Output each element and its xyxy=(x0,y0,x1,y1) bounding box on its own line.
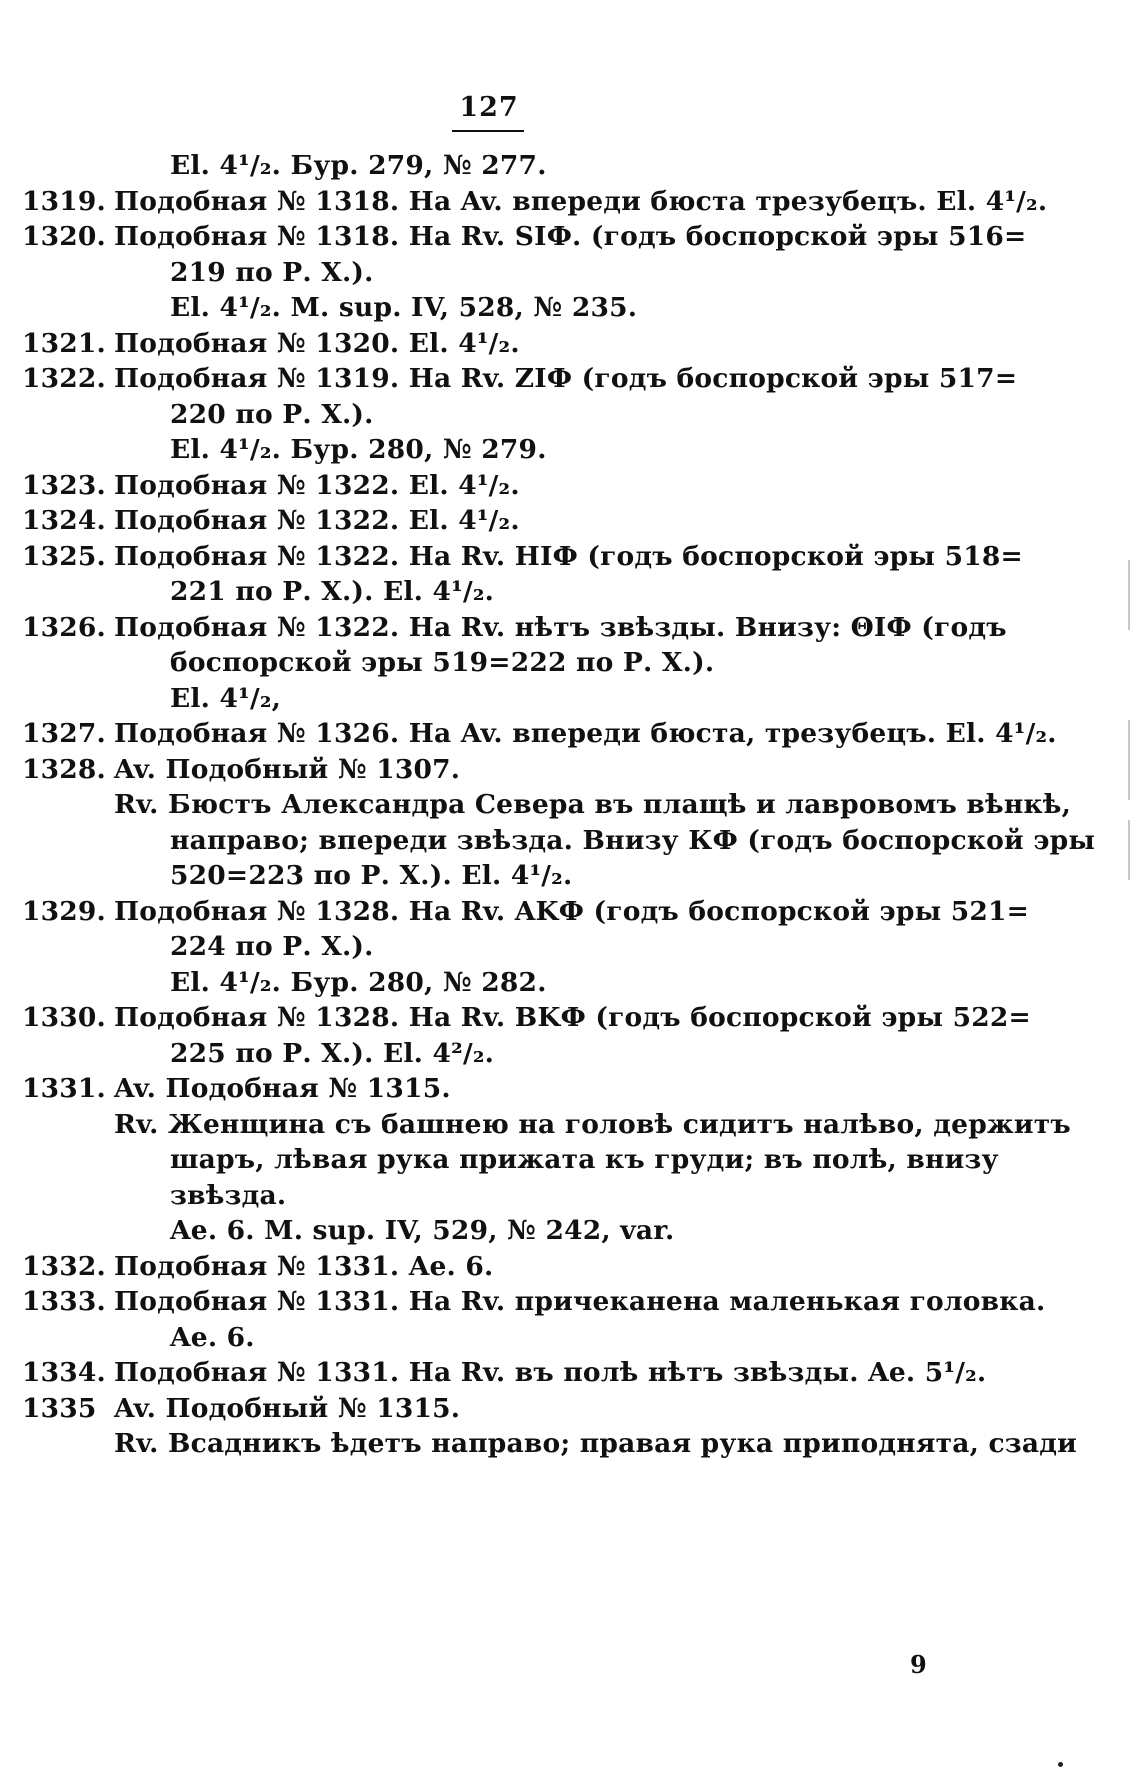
entry-number: 1324. xyxy=(22,505,106,536)
text-line xyxy=(0,288,1140,328)
entry-number: 1322. xyxy=(22,363,106,394)
text-line xyxy=(0,217,1140,257)
entry-text: звѣзда. xyxy=(170,1179,287,1211)
text-line xyxy=(0,1140,1140,1180)
margin-shadow xyxy=(1128,820,1130,880)
text-line xyxy=(0,1176,1140,1216)
entry-text: Подобная № 1328. На Rv. BKФ (годъ боспорской эры 522= xyxy=(114,1002,1031,1033)
entry-text: Подобная № 1322. El. 4¹/₂. xyxy=(114,505,520,536)
entry-text: El. 4¹/₂. Бур. 280, № 279. xyxy=(170,434,547,465)
text-line xyxy=(0,1282,1140,1322)
ink-speck xyxy=(1058,1762,1063,1767)
entry-text: шаръ, лѣвая рука прижата къ груди; въ полѣ, внизу xyxy=(170,1144,999,1175)
text-line xyxy=(0,643,1140,683)
text-line xyxy=(0,501,1140,541)
entry-text: боспорской эры 519=222 по Р. Х.). xyxy=(170,647,715,678)
page-number-underline xyxy=(452,130,524,132)
entry-text: Подобная № 1328. На Rv. AKФ (годъ боспорской эры 521= xyxy=(114,895,1030,927)
entry-number: 1319. xyxy=(22,185,106,217)
entry-text: Rv. Бюстъ Александра Севера въ плащѣ и лавровомъ вѣнкѣ, xyxy=(114,789,1072,820)
text-line xyxy=(0,466,1140,506)
entry-number: 1323. xyxy=(22,469,106,501)
entry-number: 1335 xyxy=(22,1392,97,1424)
text-line xyxy=(0,395,1140,435)
entry-number: 1333. xyxy=(22,1286,106,1317)
text-line xyxy=(0,537,1140,577)
entry-text: 520=223 по Р. Х.). El. 4¹/₂. xyxy=(170,860,573,891)
entry-number: 1321. xyxy=(22,327,106,359)
entry-text: Av. Подобная № 1315. xyxy=(114,1073,451,1104)
entry-number: 1328. xyxy=(22,753,106,785)
text-line xyxy=(0,146,1140,186)
entry-text: Подобная № 1318. На Av. впереди бюста трезубецъ. El. 4¹/₂. xyxy=(114,185,1048,217)
entry-number: 1330. xyxy=(22,1002,106,1033)
entry-number: 1331. xyxy=(22,1073,106,1104)
text-line xyxy=(0,963,1140,1003)
text-line xyxy=(0,359,1140,399)
entry-text: Подобная № 1320. El. 4¹/₂. xyxy=(114,327,520,359)
text-line xyxy=(0,750,1140,790)
entry-text: Подобная № 1326. На Av. впереди бюста, трезубецъ. El. 4¹/₂. xyxy=(114,718,1057,749)
entry-text: Подобная № 1322. На Rv. нѣтъ звѣзды. Внизу: ΘIФ (годъ xyxy=(114,611,1007,643)
signature-mark: 9 xyxy=(910,1650,927,1679)
text-line xyxy=(0,821,1140,861)
entry-text: Rv. Женщина съ башнею на головѣ сидитъ налѣво, держитъ xyxy=(114,1108,1071,1140)
entry-text: Подобная № 1331. На Rv. въ полѣ нѣтъ звѣзды. Ae. 5¹/₂. xyxy=(114,1357,987,1388)
page-number: 127 xyxy=(459,92,519,123)
entry-text: направо; впереди звѣзда. Внизу КФ (годъ боспорской эры xyxy=(170,824,1096,856)
text-line xyxy=(0,998,1140,1038)
entry-text: El. 4¹/₂, xyxy=(170,682,282,714)
text-line xyxy=(0,324,1140,364)
entry-text: Av. Подобный № 1307. xyxy=(114,753,461,785)
text-line xyxy=(0,785,1140,825)
entry-text: 225 по Р. Х.). El. 4²/₂. xyxy=(170,1037,495,1069)
text-line xyxy=(0,892,1140,932)
entry-text: Подобная № 1331. Ae. 6. xyxy=(114,1250,494,1282)
entry-number: 1334. xyxy=(22,1357,106,1388)
entry-number: 1329. xyxy=(22,895,106,927)
entry-text: Подобная № 1331. На Rv. причеканена маленькая головка. xyxy=(114,1286,1046,1317)
margin-shadow xyxy=(1128,560,1130,630)
entry-text: 224 по Р. Х.). xyxy=(170,931,374,962)
entry-text: Ae. 6. M. sup. IV, 529, № 242, var. xyxy=(170,1215,675,1246)
entry-text: 219 по Р. Х.). xyxy=(170,256,374,288)
entry-text: Подобная № 1322. На Rv. HIФ (годъ боспорской эры 518= xyxy=(114,540,1023,572)
entry-text: Подобная № 1318. На Rv. SIФ. (годъ боспорской эры 516= xyxy=(114,221,1027,252)
text-line xyxy=(0,1318,1140,1358)
entry-text: Ae. 6. xyxy=(170,1321,255,1353)
text-line xyxy=(0,1389,1140,1429)
entry-text: El. 4¹/₂. Бур. 280, № 282. xyxy=(170,966,547,998)
entry-text: Rv. Всадникъ ѣдетъ направо; правая рука приподнята, сзади xyxy=(114,1428,1077,1459)
text-line xyxy=(0,1034,1140,1074)
text-line xyxy=(0,430,1140,470)
entry-text: Av. Подобный № 1315. xyxy=(114,1392,461,1424)
margin-shadow xyxy=(1128,720,1130,800)
entry-number: 1320. xyxy=(22,221,106,252)
text-line xyxy=(0,608,1140,648)
text-line xyxy=(0,927,1140,967)
entry-text: 221 по Р. Х.). El. 4¹/₂. xyxy=(170,576,495,607)
text-line xyxy=(0,1424,1140,1464)
entry-number: 1332. xyxy=(22,1250,106,1282)
text-line xyxy=(0,182,1140,222)
text-line xyxy=(0,1211,1140,1251)
text-line xyxy=(0,253,1140,293)
entry-text: El. 4¹/₂. M. sup. IV, 528, № 235. xyxy=(170,292,638,323)
text-line xyxy=(0,572,1140,612)
text-line xyxy=(0,1353,1140,1393)
entry-number: 1327. xyxy=(22,718,106,749)
text-line xyxy=(0,856,1140,896)
entry-text: El. 4¹/₂. Бур. 279, № 277. xyxy=(170,150,547,181)
entry-number: 1325. xyxy=(22,540,106,572)
text-line xyxy=(0,714,1140,754)
entry-text: 220 по Р. Х.). xyxy=(170,398,374,430)
text-line xyxy=(0,1247,1140,1287)
entry-text: Подобная № 1322. El. 4¹/₂. xyxy=(114,469,520,501)
entry-number: 1326. xyxy=(22,611,106,643)
text-line xyxy=(0,679,1140,719)
text-line xyxy=(0,1069,1140,1109)
text-line xyxy=(0,1105,1140,1145)
entry-text: Подобная № 1319. На Rv. ZIФ (годъ боспорской эры 517= xyxy=(114,363,1018,394)
